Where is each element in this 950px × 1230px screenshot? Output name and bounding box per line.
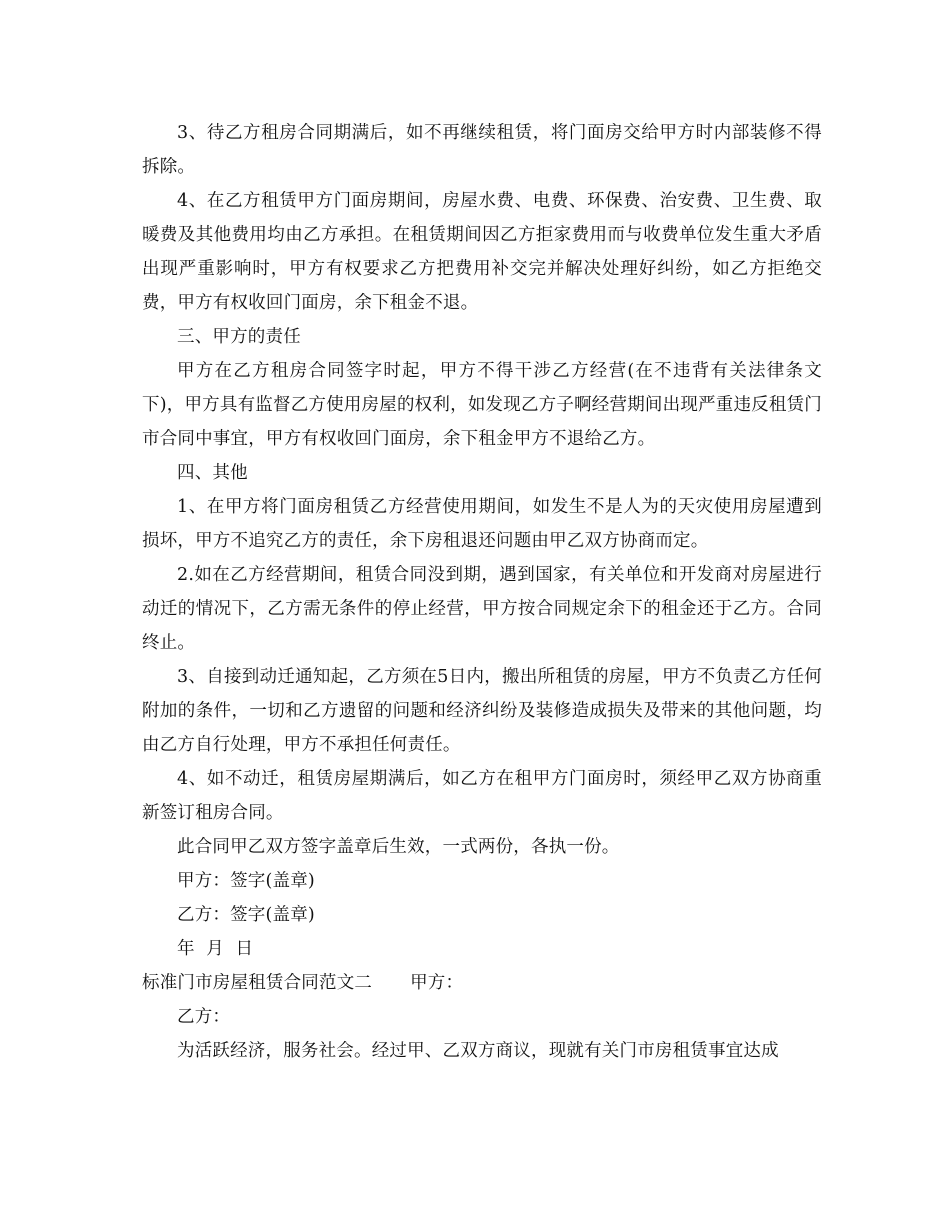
second-template-party-b: 乙方： [177, 1007, 231, 1027]
party-b-signature: 乙方：签字(盖章) [177, 905, 315, 925]
date-line: 年 月 日 [177, 939, 254, 959]
document-body [142, 116, 822, 1068]
other-clause-4: 4、如不动迁，租赁房屋期满后，如乙方在租甲方门面房时，须经甲乙双方协商重新签订租房合同。 [142, 769, 822, 823]
clause-4-fees: 4、在乙方租赁甲方门面房期间，房屋水费、电费、环保费、治安费、卫生费、取暖费及其他费用均由乙方承担。在租赁期间因乙方拒家费用而与收费单位发生重大矛盾出现严重影响时，甲方有权要求乙方把费用补交完并解决处理好纠纷，如乙方拒绝交费，甲方有权收回门面房，余下租金不退。 [142, 191, 822, 313]
party-a-signature: 甲方：签字(盖章) [177, 871, 315, 891]
second-template-title: 标准门市房屋租赁合同范文二 [142, 973, 373, 993]
section-heading-party-a-duties: 三、甲方的责任 [177, 327, 301, 347]
effectiveness-statement: 此合同甲乙双方签字盖章后生效，一式两份，各执一份。 [177, 837, 620, 857]
party-a-duties-text: 甲方在乙方租房合同签字时起，甲方不得干涉乙方经营(在不违背有关法律条文下)，甲方具有监督乙方使用房屋的权利，如发现乙方子啊经营期间出现严重违反租赁门市合同中事宜，甲方有权收回门面房，余下租金甲方不退给乙方。 [142, 361, 822, 449]
other-clause-2: 2.如在乙方经营期间，租赁合同没到期，遇到国家，有关单位和开发商对房屋进行动迁的情况下，乙方需无条件的停止经营，甲方按合同规定余下的租金还于乙方。合同终止。 [142, 565, 822, 653]
second-template-intro: 为活跃经济，服务社会。经过甲、乙双方商议，现就有关门市房租赁事宜达成 [177, 1041, 779, 1061]
other-clause-1: 1、在甲方将门面房租赁乙方经营使用期间，如发生不是人为的天灾使用房屋遭到损坏，甲方不追究乙方的责任，余下房租退还问题由甲乙双方协商而定。 [142, 497, 822, 551]
second-template-party-a: 甲方： [410, 973, 464, 993]
section-heading-other: 四、其他 [177, 463, 248, 483]
clause-3-decoration: 3、待乙方租房合同期满后，如不再继续租赁，将门面房交给甲方时内部装修不得拆除。 [142, 123, 822, 177]
other-clause-3: 3、自接到动迁通知起，乙方须在5日内，搬出所租赁的房屋，甲方不负责乙方任何附加的条件，一切和乙方遗留的问题和经济纠纷及装修造成损失及带来的其他问题，均由乙方自行处理，甲方不承担任何责任。 [142, 667, 822, 755]
second-template-title-line [142, 966, 822, 1000]
